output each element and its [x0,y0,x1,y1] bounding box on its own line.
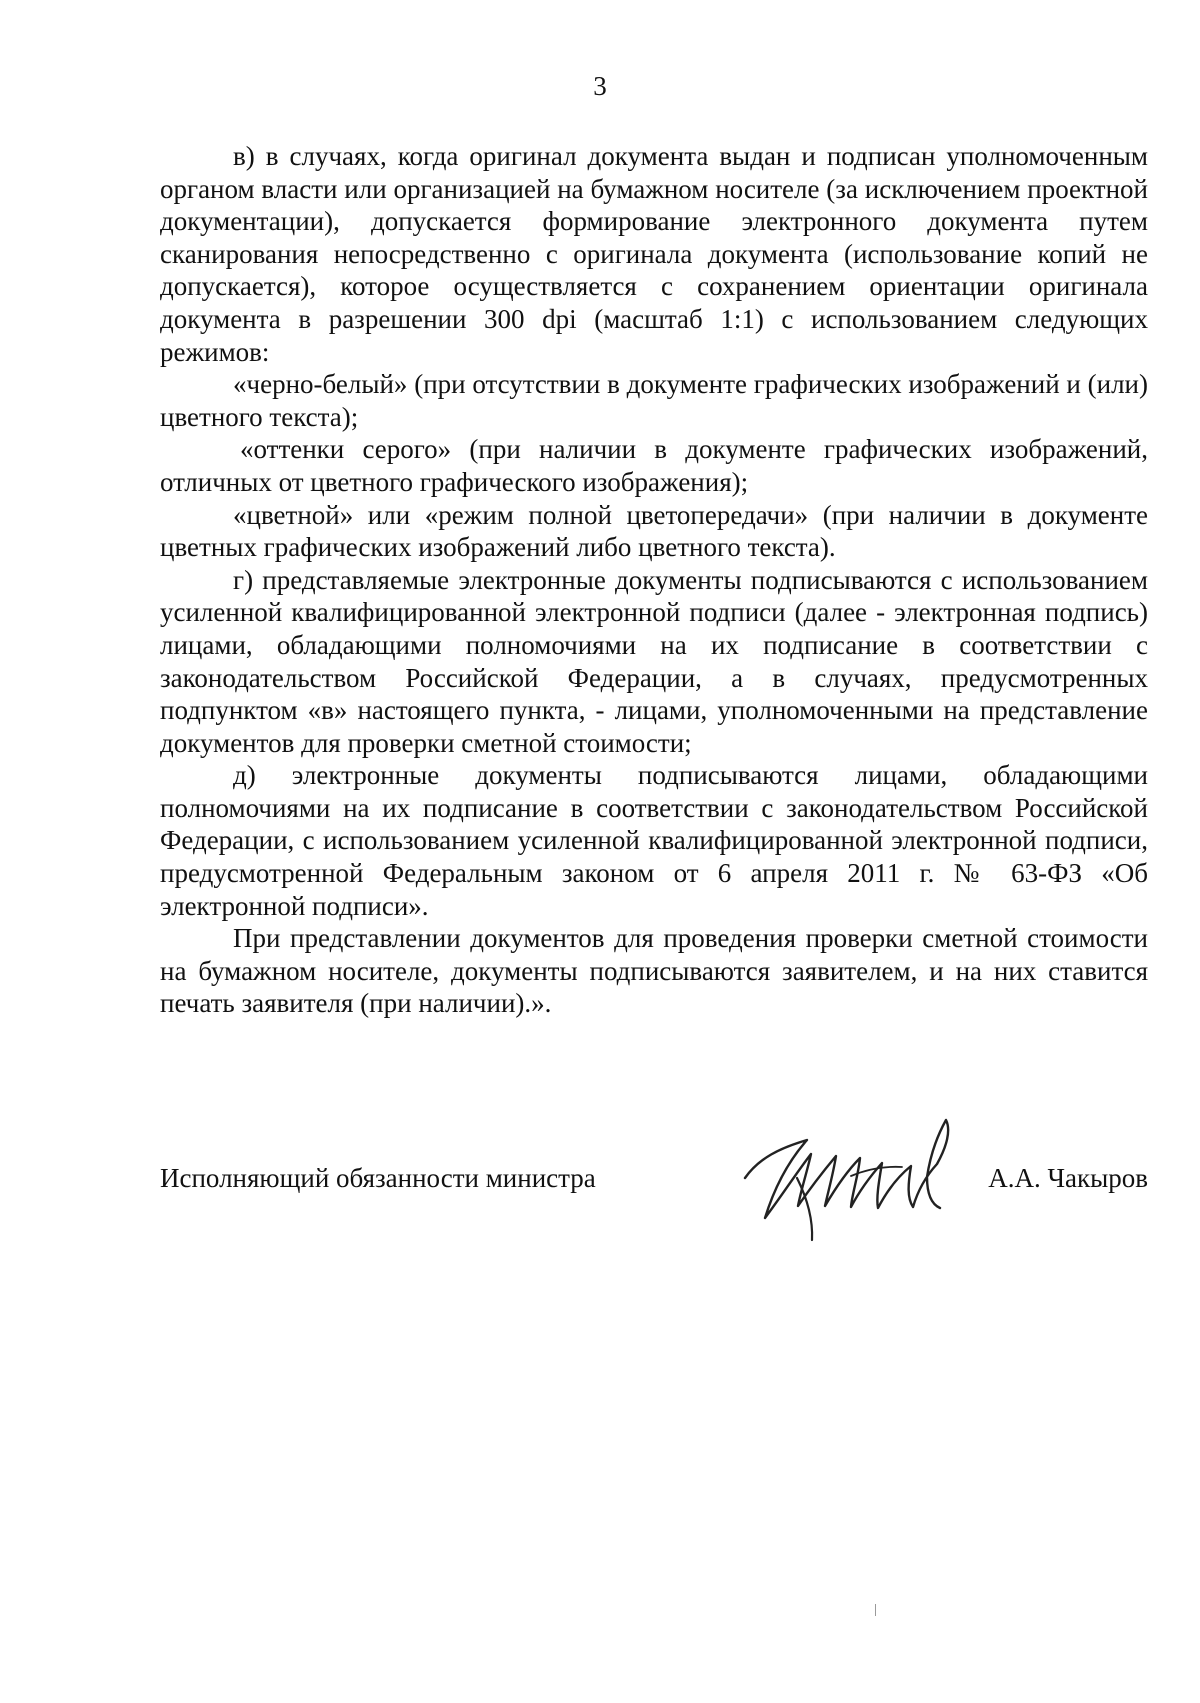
signer-position: Исполняющий обязанности министра [160,1163,596,1193]
page-number: 3 [593,71,607,101]
scan-artifact-mark [875,1604,876,1616]
document-body [160,140,1148,1020]
signer-name: А.А. Чакыров [988,1163,1148,1193]
handwritten-signature-icon [725,1110,955,1245]
paragraph-v-scanning-rules: в) в случаях, когда оригинал документа выдан и подписан уполномоченным органом власти или организацией на бумажном носителе (за исключением проектной документации), допускается формирование электронного документа путем сканирования непосредственно с оригинала документа (использование копий не допускается), которое осуществляется с сохранением ориентации оригинала документа в разрешении 300 dpi (масштаб 1:1) с использованием следующих режимов: [160,141,1148,367]
paragraph-mode-color: «цветной» или «режим полной цветопередачи» (при наличии в документе цветных графических изображений либо цветного текста). [160,499,1148,563]
paragraph-mode-black-white: «черно-белый» (при отсутствии в документе графических изображений и (или) цветного текста); [160,369,1148,432]
paragraph-d-signing-persons: д) электронные документы подписываются лицами, обладающими полномочиями на их подписание в соответствии с законодательством Российской Федерации, с использованием усиленной квалифицированной электронной подписи, предусмотренной Федеральным законом от 6 апреля 2011 г. № 63-ФЗ «Об электронной подписи». [160,760,1148,921]
paragraph-g-electronic-signature: г) представляемые электронные документы подписываются с использованием усиленной квалифицированной электронной подписи (далее - электронная подпись) лицами, обладающими полномочиями на их подписание в соответствии с законодательством Российской Федерации, а в случаях, предусмотренных подпунктом «в» настоящего пункта, - лицами, уполномоченными на представление документов для проверки сметной стоимости; [160,564,1148,758]
paragraph-mode-grayscale: «оттенки серого» (при наличии в документе графических изображений, отличных от цветного графического изображения); [160,434,1148,497]
signature-block [160,1120,1148,1250]
paragraph-paper-submission: При представлении документов для проведения проверки сметной стоимости на бумажном носителе, документы подписываются заявителем, и на них ставится печать заявителя (при наличии).». [160,923,1148,1019]
